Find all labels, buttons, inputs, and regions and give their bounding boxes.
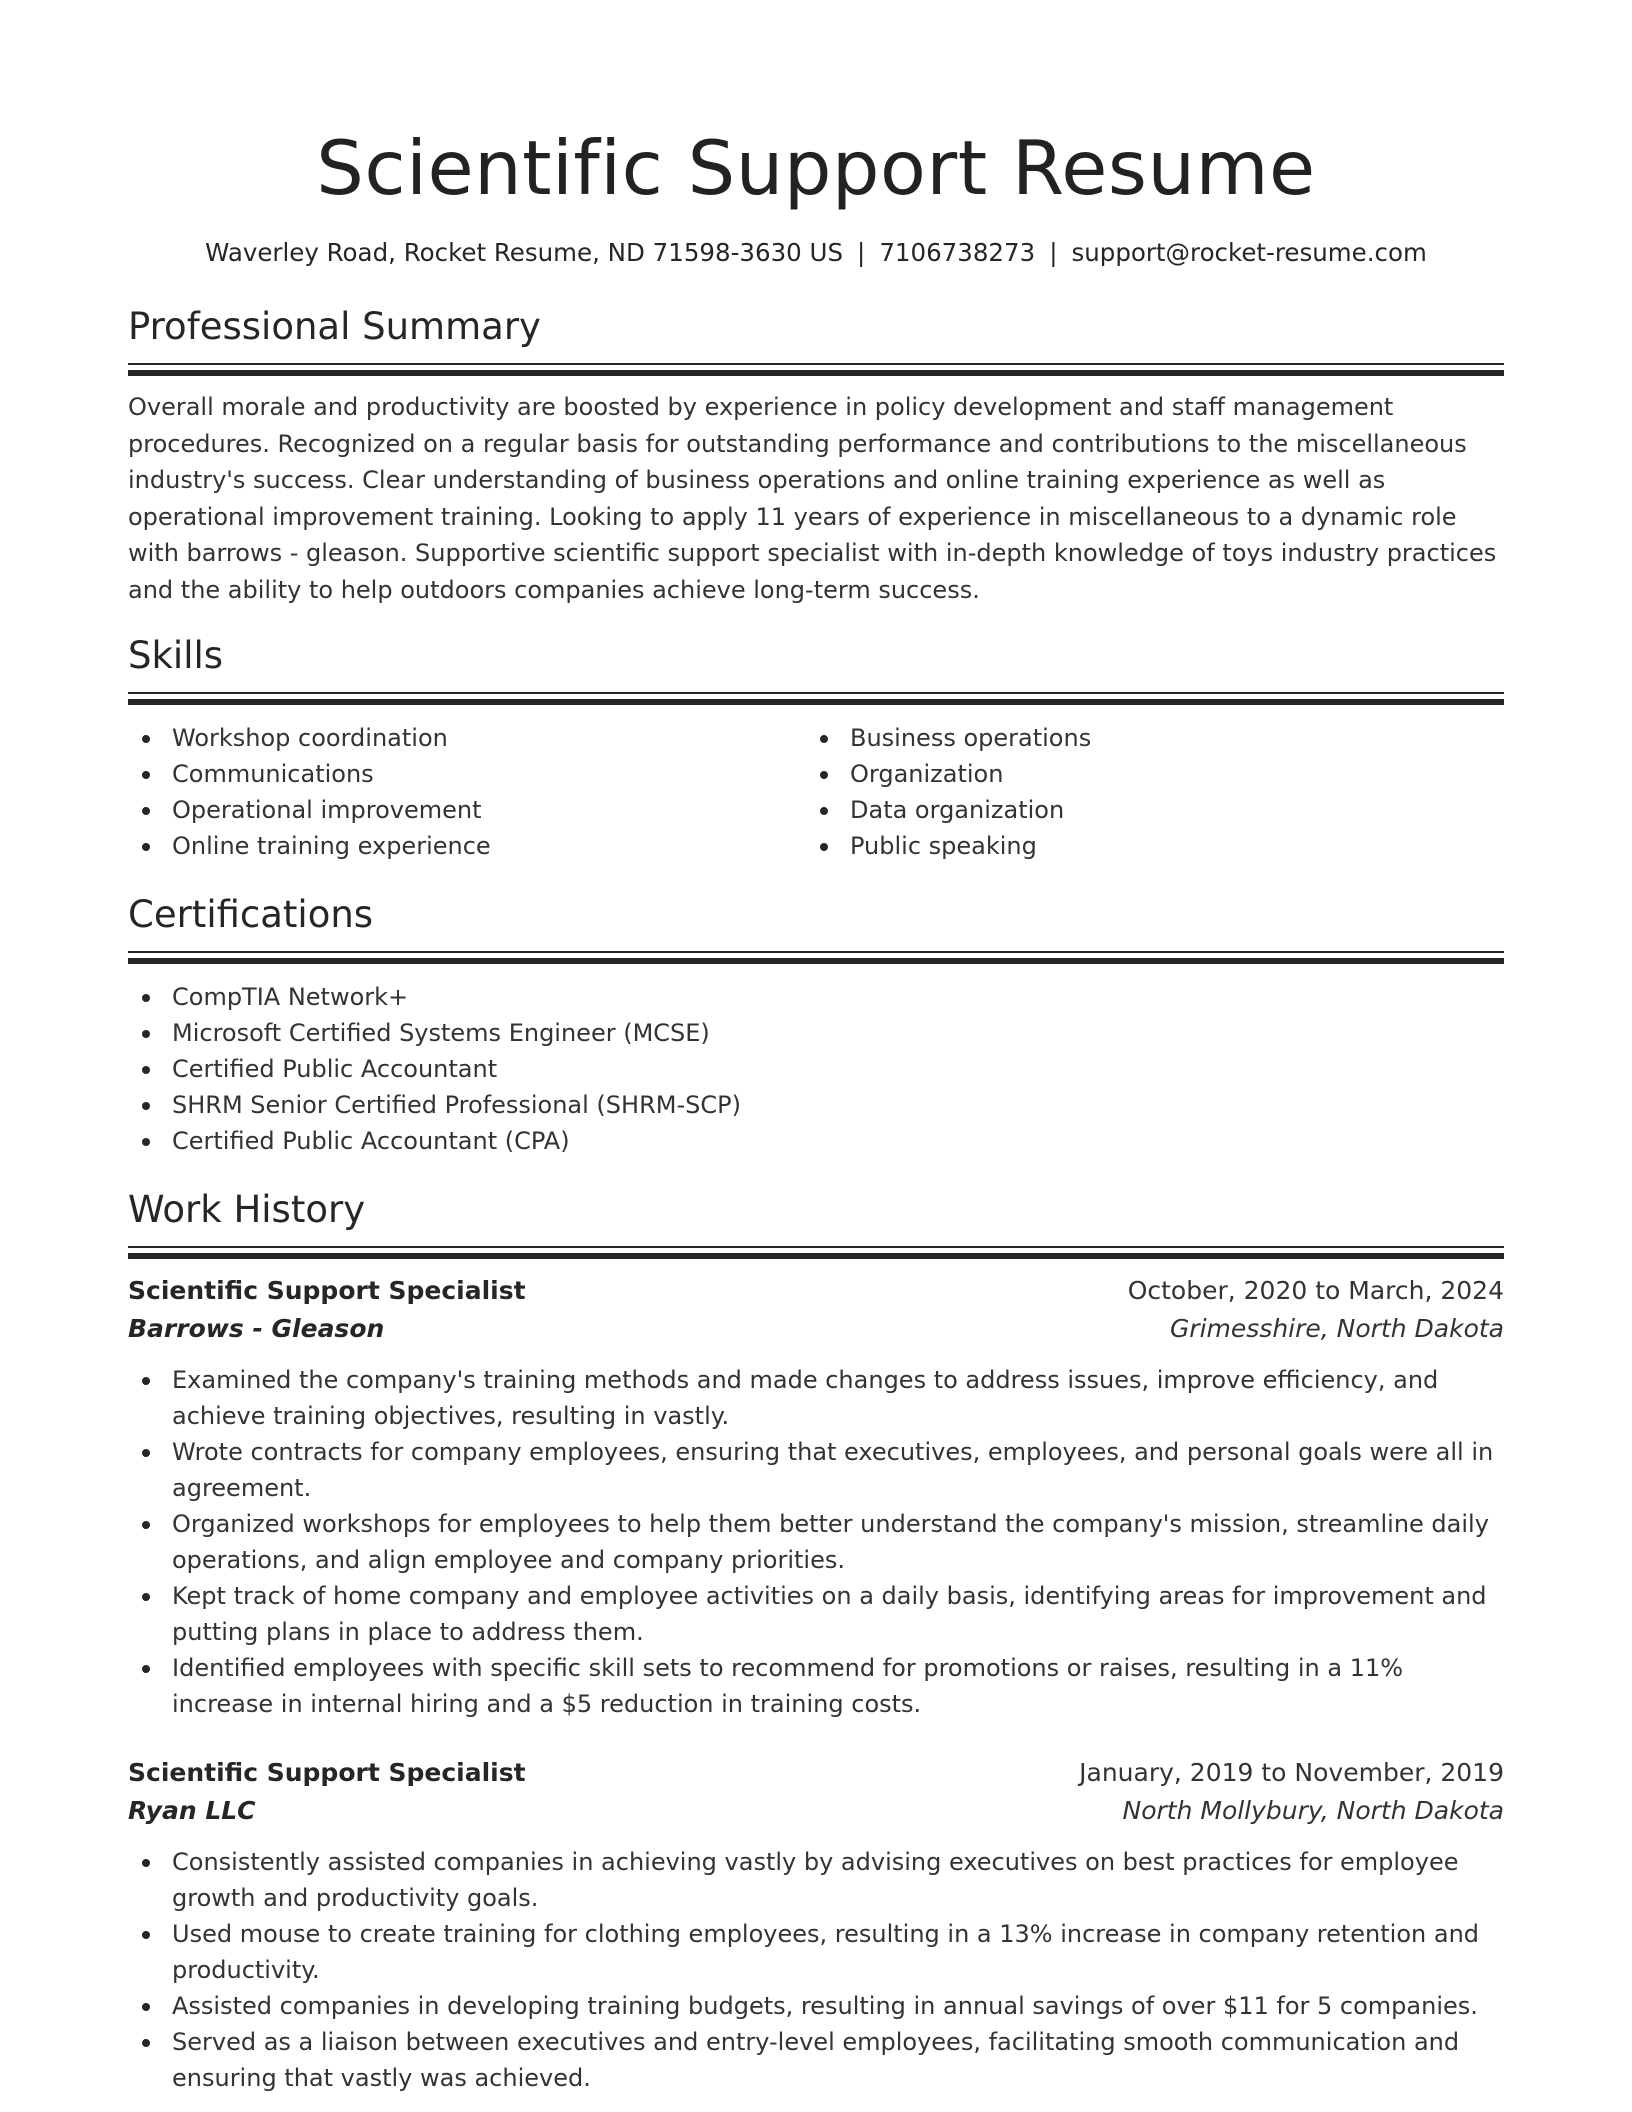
- job-entry: [128, 1754, 1504, 2096]
- certification-item: SHRM Senior Certified Professional (SHRM-SCP): [128, 1087, 1504, 1123]
- work-history-section: [128, 1185, 1504, 2096]
- job-company-row: [128, 1792, 1504, 1830]
- skill-item: Online training experience: [128, 828, 806, 864]
- section-divider: [128, 363, 1504, 377]
- job-location: Grimesshire, North Dakota: [1169, 1314, 1504, 1343]
- skill-item: Business operations: [806, 720, 1484, 756]
- skill-item: Communications: [128, 756, 806, 792]
- job-bullets: [128, 1362, 1504, 1722]
- certification-item: Microsoft Certified Systems Engineer (MCSE): [128, 1015, 1504, 1051]
- job-bullet: Examined the company's training methods and made changes to address issues, improve efficiency, and achieve training objectives, resulting in vastly.: [128, 1362, 1504, 1434]
- section-heading-work-history: Work History: [128, 1188, 366, 1231]
- job-title: Scientific Support Specialist: [128, 1758, 526, 1787]
- job-header-row: [128, 1754, 1504, 1792]
- section-heading-skills: Skills: [128, 634, 224, 677]
- job-bullet: Identified employees with specific skill sets to recommend for promotions or raises, resulting in a 11% increase in internal hiring and a $5 reduction in training costs.: [128, 1650, 1504, 1722]
- contact-address: Waverley Road, Rocket Resume, ND 71598-3630 US: [205, 238, 844, 267]
- job-location: North Mollybury, North Dakota: [1122, 1796, 1504, 1825]
- skill-item: Organization: [806, 756, 1484, 792]
- section-heading-certifications: Certifications: [128, 893, 374, 936]
- job-bullet: Consistently assisted companies in achieving vastly by advising executives on best practices for employee growth and productivity goals.: [128, 1844, 1504, 1916]
- job-dates: October, 2020 to March, 2024: [1127, 1276, 1504, 1305]
- section-divider: [128, 1246, 1504, 1260]
- certifications-section: [128, 890, 1504, 1159]
- skill-item: Operational improvement: [128, 792, 806, 828]
- job-company: Ryan LLC: [128, 1796, 256, 1825]
- summary-text: Overall morale and productivity are boosted by experience in policy development and staff management procedures. Recognized on a regular basis for outstanding performance and contributions to the miscellaneous industry's success. Clear understanding of business operations and online training experience as well as operational improvement training. Looking to apply 11 years of experience in miscellaneous to a dynamic role with barrows - gleason. Supportive scientific support specialist with in-depth knowledge of toys industry practices and the ability to help outdoors companies achieve long-term success.: [128, 393, 1497, 604]
- job-dates: January, 2019 to November, 2019: [1079, 1758, 1504, 1787]
- job-bullet: Assisted companies in developing training budgets, resulting in annual savings of over $11 for 5 companies.: [128, 1988, 1504, 2024]
- contact-email: support@rocket-resume.com: [1071, 238, 1427, 267]
- contact-line: [128, 236, 1504, 270]
- job-bullet: Wrote contracts for company employees, ensuring that executives, employees, and personal goals were all in agreement.: [128, 1434, 1504, 1506]
- job-entry: [128, 1272, 1504, 1722]
- skill-item: Workshop coordination: [128, 720, 806, 756]
- certification-item: CompTIA Network+: [128, 979, 1504, 1015]
- skills-list-right: [806, 720, 1484, 864]
- contact-separator: |: [1049, 238, 1058, 267]
- summary-section: [128, 302, 1504, 608]
- resume-page: [128, 0, 1504, 2096]
- certifications-list: [128, 979, 1504, 1159]
- job-company-row: [128, 1310, 1504, 1348]
- section-divider: [128, 692, 1504, 706]
- skills-grid: [128, 720, 1504, 864]
- job-bullet: Organized workshops for employees to help them better understand the company's mission, streamline daily operations, and align employee and company priorities.: [128, 1506, 1504, 1578]
- job-bullet: Used mouse to create training for clothing employees, resulting in a 13% increase in company retention and productivity.: [128, 1916, 1504, 1988]
- certification-item: Certified Public Accountant: [128, 1051, 1504, 1087]
- skills-list-left: [128, 720, 806, 864]
- skill-item: Public speaking: [806, 828, 1484, 864]
- job-header-row: [128, 1272, 1504, 1310]
- section-heading-summary: Professional Summary: [128, 305, 541, 348]
- job-bullet: Kept track of home company and employee activities on a daily basis, identifying areas for improvement and putting plans in place to address them.: [128, 1578, 1504, 1650]
- job-bullet: Served as a liaison between executives and entry-level employees, facilitating smooth communication and ensuring that vastly was achieved.: [128, 2024, 1504, 2096]
- job-bullets: [128, 1844, 1504, 2096]
- certification-item: Certified Public Accountant (CPA): [128, 1123, 1504, 1159]
- job-title: Scientific Support Specialist: [128, 1276, 526, 1305]
- contact-phone: 7106738273: [879, 238, 1036, 267]
- contact-separator: |: [857, 238, 866, 267]
- skills-section: [128, 631, 1504, 864]
- resume-title: Scientific Support Resume: [316, 124, 1316, 212]
- skill-item: Data organization: [806, 792, 1484, 828]
- section-divider: [128, 951, 1504, 965]
- job-company: Barrows - Gleason: [128, 1314, 385, 1343]
